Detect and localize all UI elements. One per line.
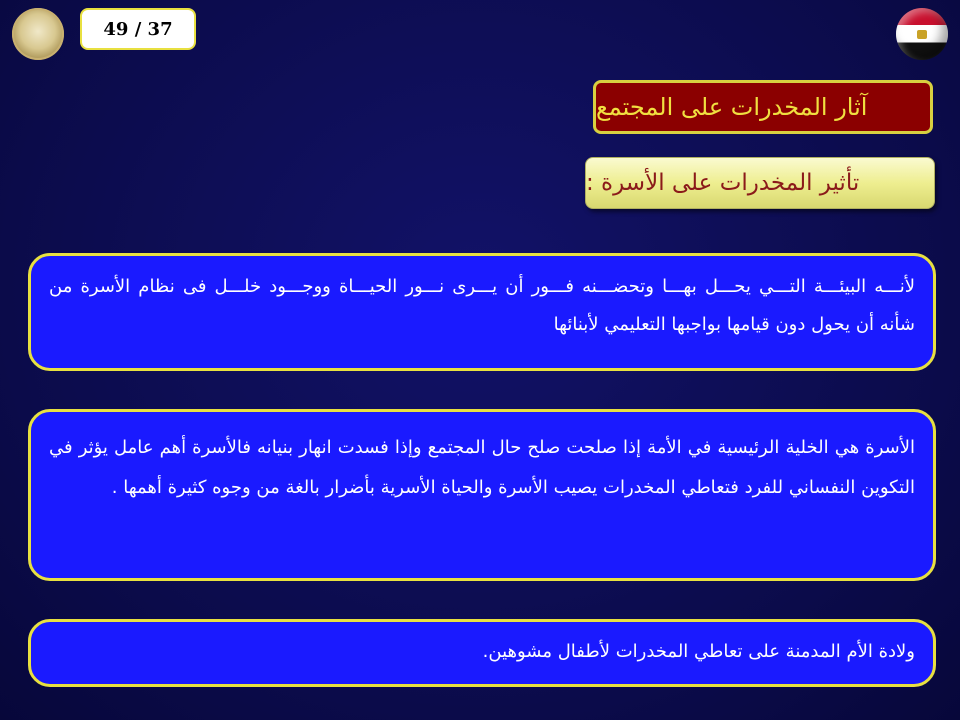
paragraph-text-2: الأسرة هي الخلية الرئيسية في الأمة إذا صلحت صلح حال المجتمع وإذا فسدت انهار بنيانه فالأسرة أهم عامل يؤثر في التكوين النفساني للفرد فتعاطي المخدرات يصيب الأسرة والحياة الأسرية بأضرار بالغة من وجوه كثيرة أهمها . [49, 437, 915, 498]
egypt-flag-icon [896, 8, 948, 60]
military-emblem-icon [12, 8, 64, 60]
slide-subtitle-text: تأثير المخدرات على الأسرة : [586, 170, 860, 196]
slide-title [593, 80, 933, 134]
paragraph-box-2 [28, 409, 936, 581]
slide-subtitle [585, 157, 935, 209]
paragraph-text-3: ولادة الأم المدمنة على تعاطي المخدرات لأطفال مشوهين. [482, 641, 915, 662]
paragraph-box-1 [28, 253, 936, 371]
page-counter: 49 / 37 [80, 8, 196, 50]
paragraph-box-3 [28, 619, 936, 687]
eagle-icon [917, 30, 927, 39]
slide-title-text: آثار المخدرات على المجتمع [596, 93, 868, 121]
paragraph-text-1: لأنـــه البيئـــة التـــي يحـــل بهـــا وتحضـــنه فـــور أن يـــرى نـــور الحيـــاة ووجـــود خلـــل فى نظام الأسرة من شأنه أن يحول دون قيامها بواجبها التعليمي لأبنائها [49, 276, 915, 335]
